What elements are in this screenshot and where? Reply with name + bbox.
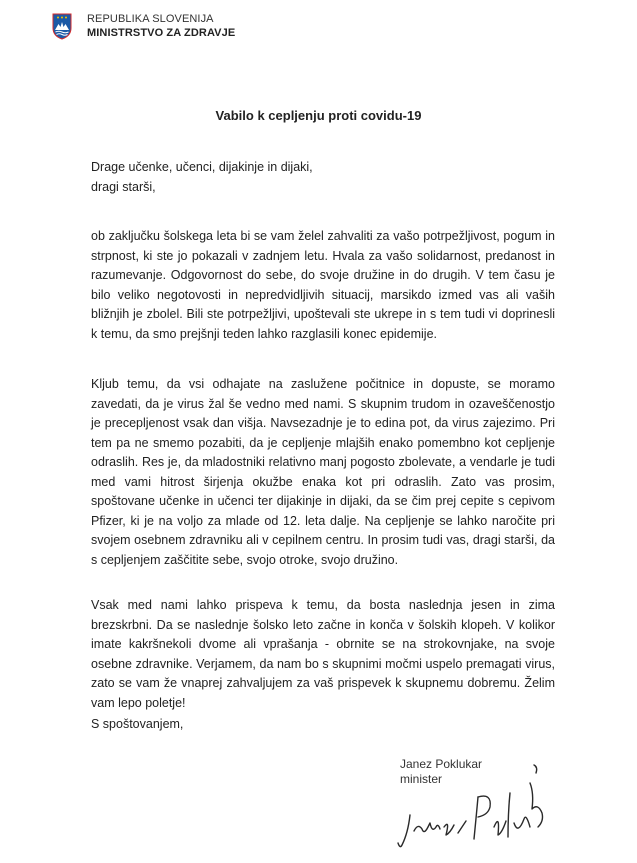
ministry-name: MINISTRSTVO ZA ZDRAVJE bbox=[87, 27, 236, 39]
paragraph-1: ob zaključku šolskega leta bi se vam želel zahvaliti za vašo potrpežljivost, pogum in strpnost, ki ste jo pokazali v zadnjem letu. Hvala za vašo solidarnost, predanost in razumevanje. Odgovornost do sebe, do svoje družine in do drugih. V tem času je bilo veliko negotovosti in nepredvidljivih situacij, marsikdo izmed vas ali vaših bližnjih je zbolel. Bili ste potrpežljivi, upoštevali ste ukrepe in s tem tudi vi doprinesli k temu, da smo prejšnji teden lahko razglasili konec epidemije. bbox=[91, 229, 555, 341]
paragraph-3: Vsak med nami lahko prispeva k temu, da bosta naslednja jesen in zima brezskrbni. Da se naslednje šolsko leto začne in konča v šolskih klopeh. V kolikor imate kakršnekoli dvome ali vprašanja - obrnite se na strokovnjake, na svoje osebne zdravnike. Verjamem, da nam bo s skupnimi močmi uspelo premagati virus, zato se vam že vnaprej zahvaljujem za vaš prispevek k skupnemu dobremu. Želim vam lepo poletje! bbox=[91, 598, 555, 710]
salutation-students: Drage učenke, učenci, dijakinje in dijaki, bbox=[91, 160, 313, 174]
letterhead bbox=[52, 12, 235, 40]
signer-role: minister bbox=[400, 772, 443, 786]
organization-name bbox=[87, 12, 235, 40]
closing: S spoštovanjem, bbox=[91, 717, 184, 731]
letter-title: Vabilo k cepljenju proti covidu-19 bbox=[215, 108, 422, 123]
paragraph-2: Kljub temu, da vsi odhajate na zaslužene počitnice in dopuste, se moramo zavedati, da je virus žal še vedno med nami. S skupnim trudom in ozaveščenostjo je precepljenost vsak dan višja. Navsezadnje je to edina pot, da virus zajezimo. Pri tem pa ne smemo pozabiti, da je cepljenje mlajših enako pomembno kot cepljenje odraslih. Res je, da mladostniki relativno manj pogosto zbolevate, a vendarle je tudi med vami hitrost širjenja okužbe enaka kot pri odraslih. Zato vas prosim, spoštovane učenke in učenci ter dijakinje in dijaki, da se čim prej cepite s cepivom Pfizer, ki je na voljo za mlade od 12. leta dalje. Na cepljenje se lahko naročite pri svojem osebnem zdravniku ali v cepilnem centru. In prosim tudi vas, dragi starši, da s cepljenjem zaščitite sebe, svojo otroke, svojo družino. bbox=[91, 377, 555, 567]
coat-of-arms-icon bbox=[52, 13, 72, 40]
country-name: REPUBLIKA SLOVENIJA bbox=[87, 13, 214, 25]
salutation-parents: dragi starši, bbox=[91, 179, 156, 194]
signer-name: Janez Poklukar bbox=[400, 757, 483, 771]
handwritten-signature bbox=[392, 753, 562, 853]
salutation bbox=[91, 158, 555, 197]
